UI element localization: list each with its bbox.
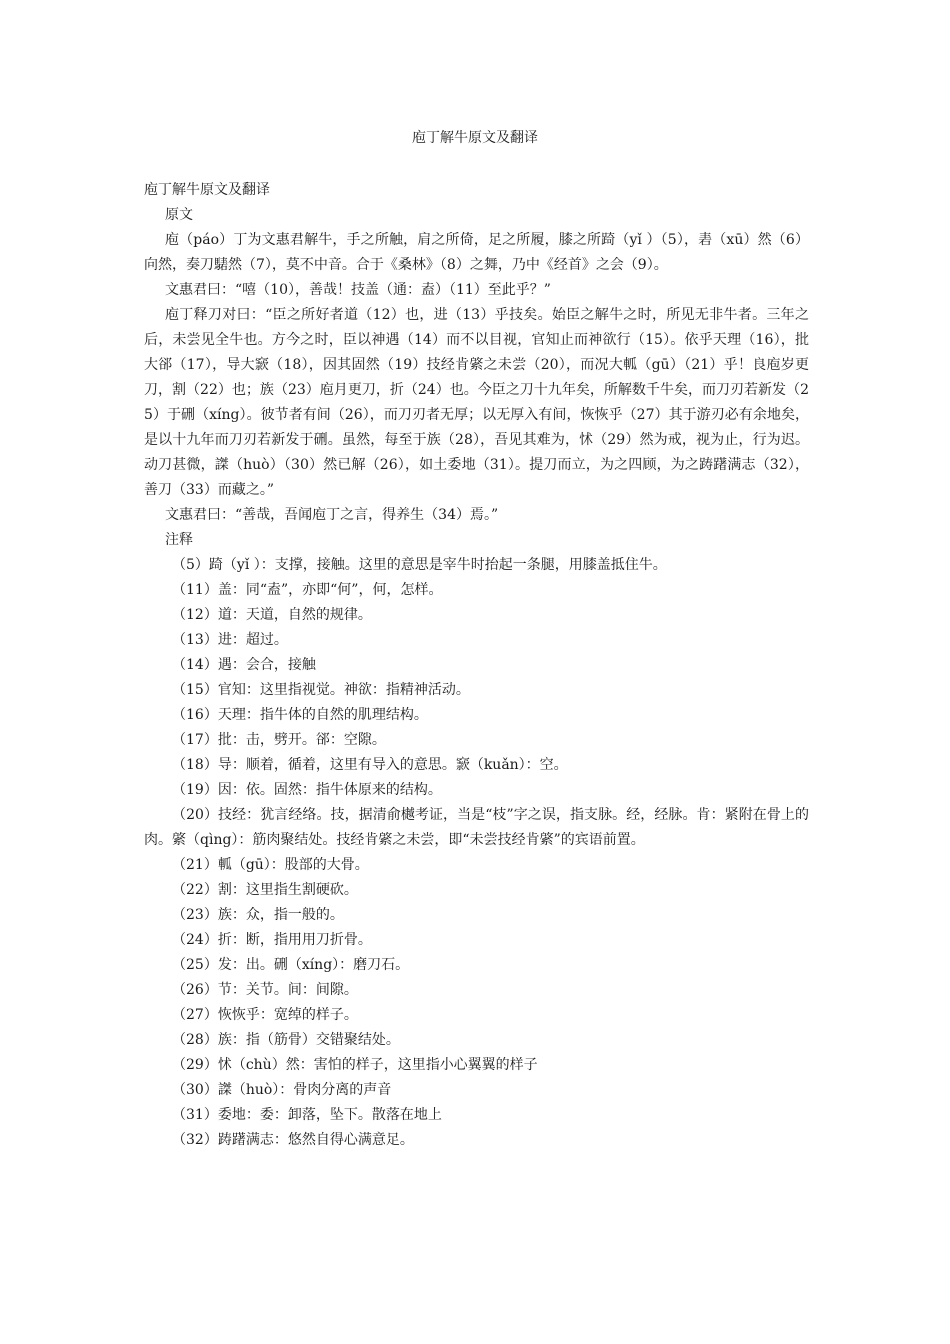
- document-title: 庖丁解牛原文及翻译: [412, 130, 538, 146]
- original-label: 原文: [165, 207, 193, 223]
- paragraph: 文惠君曰：“善哉，吾闻庖丁之言，得养生（34）焉。”: [165, 507, 499, 523]
- document-body: [144, 178, 809, 1153]
- note-item: （18）导：顺着，循着，这里有导入的意思。窾（kuǎn）：空。: [172, 757, 568, 773]
- note-item: （24）折：断，指用用刀折骨。: [172, 932, 372, 948]
- note-item: （20）技经：犹言经络。技，据清俞樾考证，当是“枝”字之误，指支脉。经，经脉。肯：紧附在骨上的肉。綮（qìng）：筋肉聚结处。技经肯綮之未尝，即“未尝技经肯綮”的宾语前置。: [144, 807, 809, 848]
- note-item: （12）道：天道，自然的规律。: [172, 607, 372, 623]
- note-item: （11）盖：同“盍”，亦即“何”，何，怎样。: [172, 582, 443, 598]
- note-item: （23）族：众，指一般的。: [172, 907, 344, 923]
- note-item: （26）节：关节。间：间隙。: [172, 982, 358, 998]
- section-heading: 庖丁解牛原文及翻译: [144, 182, 270, 198]
- note-item: （17）批：击，劈开。郤：空隙。: [172, 732, 386, 748]
- notes-label: 注释: [165, 532, 193, 548]
- note-item: （25）发：出。硎（xíng）：磨刀石。: [172, 957, 410, 973]
- note-item: （14）遇：会合，接触: [172, 657, 316, 673]
- paragraph: 庖（páo）丁为文惠君解牛，手之所触，肩之所倚，足之所履，膝之所踦（yǐ ）（5），砉（xū）然（6）向然，奏刀騞然（7），莫不中音。合于《桑林》（8）之舞，乃中《经首》之会（9）。: [144, 232, 809, 273]
- note-item: （31）委地：委：卸落，坠下。散落在地上: [172, 1107, 442, 1123]
- note-item: （5）踦（yǐ ）：支撑，接触。这里的意思是宰牛时抬起一条腿，用膝盖抵住牛。: [172, 557, 667, 573]
- note-item: （19）因：依。固然：指牛体原来的结构。: [172, 782, 442, 798]
- paragraph: 文惠君曰：“嘻（10），善哉！技盖（通：盍）（11）至此乎？”: [165, 282, 551, 298]
- note-item: （13）进：超过。: [172, 632, 288, 648]
- note-item: （32）踌躇满志：悠然自得心满意足。: [172, 1132, 414, 1148]
- note-item: （29）怵（chù）然：害怕的样子，这里指小心翼翼的样子: [172, 1057, 538, 1073]
- note-item: （28）族：指（筋骨）交错聚结处。: [172, 1032, 400, 1048]
- note-item: （21）軱（gū）：股部的大骨。: [172, 857, 369, 873]
- paragraph: 庖丁释刀对曰：“臣之所好者道（12）也，进（13）乎技矣。始臣之解牛之时，所见无非牛者。三年之后，未尝见全牛也。方今之时，臣以神遇（14）而不以目视，官知止而神欲行（15）。依乎天理（16），批大郤（17），导大窾（18），因其固然（19）技经肯綮之未尝（20），而况大軱（gū）（21）乎！良庖岁更刀，割（22）也；族（23）庖月更刀，折（24）也。今臣之刀十九年矣，所解数千牛矣，而刀刃若新发（25）于硎（xíng）。彼节者有间（26），而刀刃者无厚；以无厚入有间，恢恢乎（27）其于游刃必有余地矣，是以十九年而刀刃若新发于硎。虽然，每至于族（28），吾见其难为，怵（29）然为戒，视为止，行为迟。动刀甚微，謋（huò）（30）然已解（26），如土委地（31）。提刀而立，为之四顾，为之踌躇满志（32），善刀（33）而藏之。”: [144, 307, 809, 498]
- note-item: （30）謋（huò）：骨肉分离的声音: [172, 1082, 392, 1098]
- note-item: （15）官知：这里指视觉。神欲：指精神活动。: [172, 682, 470, 698]
- note-item: （16）天理：指牛体的自然的肌理结构。: [172, 707, 428, 723]
- note-item: （27）恢恢乎：宽绰的样子。: [172, 1007, 358, 1023]
- note-item: （22）割：这里指生割硬砍。: [172, 882, 358, 898]
